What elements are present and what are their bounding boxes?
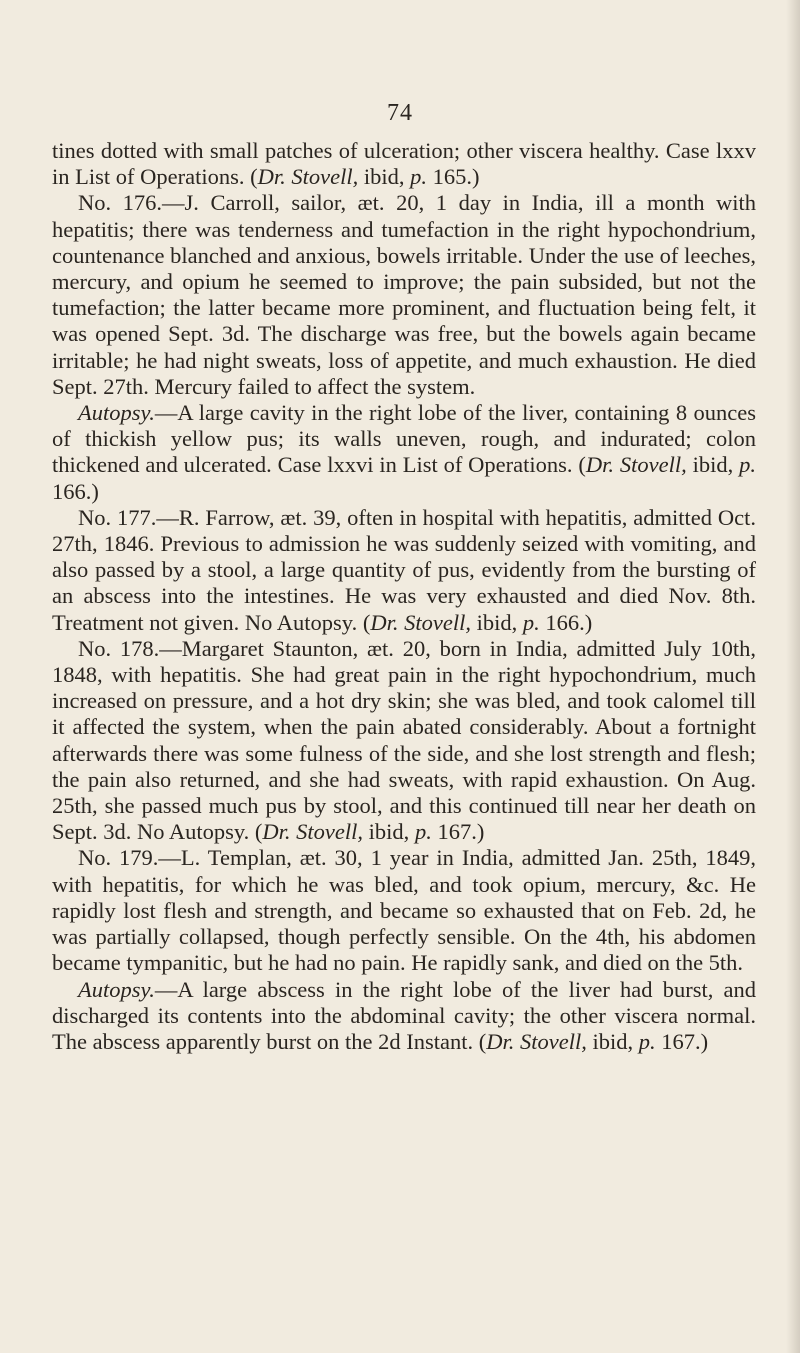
paragraph xyxy=(52,505,756,636)
text-run: ibid, xyxy=(363,819,415,845)
italic-text: p. xyxy=(410,164,427,190)
text-run: No. 176.—J. Carroll, sailor, æt. 20, 1 day in India, ill a month with hepatitis; there was tenderness and tumefaction in the right hypochondrium, countenance blanched and anxious, bowels irritable. Under the use of leeches, mercury, and opium he seemed to improve; the pain subsided, but not the tumefaction; the latter became more prominent, and fluctuation being felt, it was opened Sept. 3d. The discharge was free, but the bowels again became irritable; he had night sweats, loss of appetite, and much exhaustion. He died Sept. 27th. Mercury failed to affect the system. xyxy=(52,190,756,399)
text-run: ibid, xyxy=(686,452,740,478)
text-run: 165.) xyxy=(426,164,480,190)
italic-text: Dr. Stovell, xyxy=(262,819,364,845)
italic-text: Dr. Stovell, xyxy=(257,164,359,190)
page-number: 74 xyxy=(387,100,413,126)
text-run: ibid, xyxy=(470,609,523,635)
text-run: tines dotted with small patches of ulceration; other viscera healthy. Case lxxv in List of Operations. ( xyxy=(52,138,756,190)
paragraph xyxy=(52,977,756,1056)
paragraph xyxy=(52,845,756,976)
paragraph xyxy=(52,400,756,505)
paragraph xyxy=(52,138,756,190)
text-run: 166.) xyxy=(52,478,99,504)
text-run: 167.) xyxy=(655,1028,709,1054)
text-run: ibid, xyxy=(586,1028,639,1054)
text-run: ibid, xyxy=(358,164,411,190)
text-run: 167.) xyxy=(431,819,485,845)
italic-text: p. xyxy=(522,609,540,635)
page-edge-shadow xyxy=(786,0,800,1353)
italic-text: Dr. Stovell, xyxy=(486,1028,587,1054)
text-run: No. 178.—Margaret Staunton, æt. 20, born in India, admitted July 10th, 1848, with hepatitis. She had great pain in the right hypochondrium, much increased on pressure, and a hot dry skin; she was bled, and took calomel till it affected the system, when the pain abated considerably. About a fortnight afterwards there was some fulness of the side, and she lost strength and flesh; the pain also returned, and she had sweats, with rapid exhaustion. On Aug. 25th, she passed much pus by stool, and this continued till near her death on Sept. 3d. No Autopsy. ( xyxy=(52,635,756,845)
text-run: 166.) xyxy=(539,609,593,635)
italic-text: Dr. Stovell, xyxy=(370,609,471,635)
text-run: —A large cavity in the right lobe of the liver, containing 8 ounces of thickish yellow pus; its walls uneven, rough, and indurated; colon thickened and ulcerated. Case lxxvi in List of Operations. ( xyxy=(52,400,756,478)
paragraph xyxy=(52,636,756,846)
italic-text: Dr. Stovell, xyxy=(585,452,687,478)
italic-text: Autopsy. xyxy=(78,976,155,1002)
italic-text: p. xyxy=(638,1028,656,1054)
body-text xyxy=(52,138,756,1055)
text-run: —A large abscess in the right lobe of the liver had burst, and discharged its contents into the abdominal cavity; the other viscera normal. The abscess apparently burst on the 2d Instant. ( xyxy=(52,976,756,1054)
text-run: No. 177.—R. Farrow, æt. 39, often in hospital with hepatitis, admitted Oct. 27th, 1846. Previous to admission he was suddenly seized with vomiting, and also passed by a stool, a large quantity of pus, evidently from the bursting of an abscess into the intestines. He was very exhausted and died Nov. 8th. Treatment not given. No Autopsy. ( xyxy=(52,504,756,635)
italic-text: p. xyxy=(739,452,756,478)
italic-text: Autopsy. xyxy=(78,400,155,426)
italic-text: p. xyxy=(414,819,432,845)
text-run: No. 179.—L. Templan, æt. 30, 1 year in India, admitted Jan. 25th, 1849, with hepatitis, for which he was bled, and took opium, mercury, &c. He rapidly lost flesh and strength, and became so exhausted that on Feb. 2d, he was partially collapsed, though perfectly sensible. On the 4th, his abdomen became tympanitic, but he had no pain. He rapidly sank, and died on the 5th. xyxy=(52,845,756,976)
paragraph xyxy=(52,190,756,400)
